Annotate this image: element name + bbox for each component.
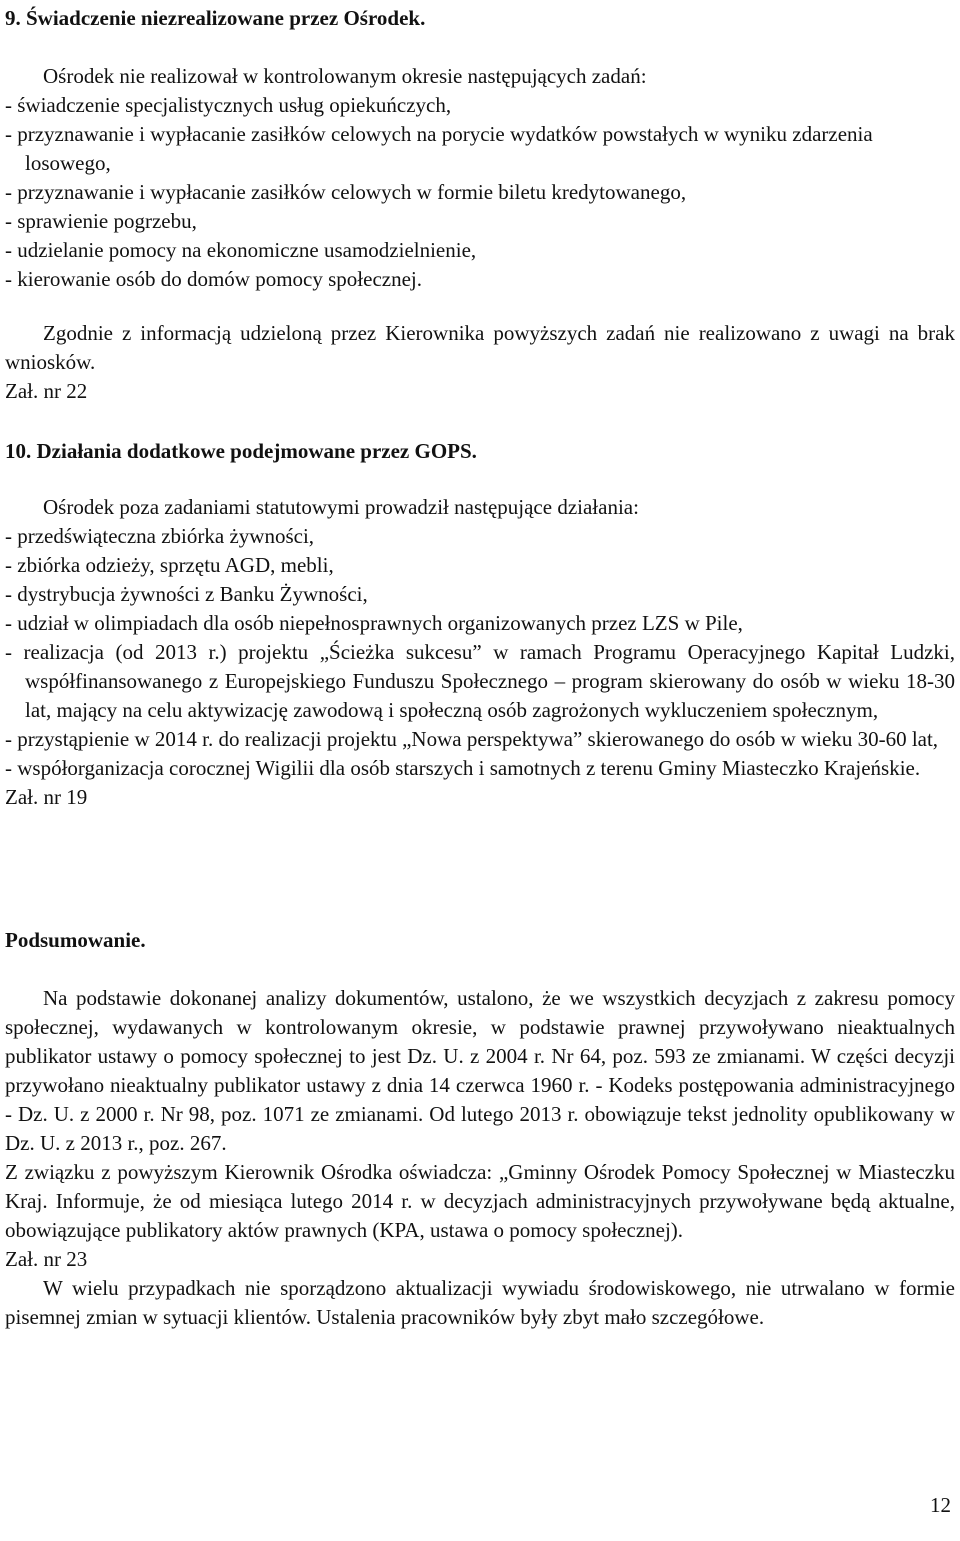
page-number: 12 bbox=[930, 1493, 951, 1517]
list-item: - współorganizacja corocznej Wigilii dla osób starszych i samotnych z terenu Gminy Miasteczko Krajeńskie. bbox=[5, 756, 921, 780]
attachment-reference: Zał. nr 19 bbox=[5, 785, 88, 809]
summary-paragraph: Na podstawie dokonanej analizy dokumentów, ustalono, że we wszystkich decyzjach z zakresu pomocy społecznej, wydawanych w kontrolowanym okresie, w podstawie prawnej przywoływano nieaktualnych publikator ustawy o pomocy społecznej to jest Dz. U. z 2004 r. Nr 64, poz. 593 ze zmianami. W części decyzji przywołano nieaktualny publikator ustawy z dnia 14 czerwca 1960 r. - Kodeks postępowania administracyjnego - Dz. U. z 2000 r. Nr 98, poz. 1071 ze zmianami. Od lutego 2013 r. obowiązuje tekst jednolity opublikowany w Dz. U. z 2013 r., poz. 267. bbox=[5, 986, 955, 1155]
list-item: - przystąpienie w 2014 r. do realizacji projektu „Nowa perspektywa” skierowanego do osób w wieku 30-60 lat, bbox=[5, 727, 939, 751]
list-item: - zbiórka odzieży, sprzętu AGD, mebli, bbox=[5, 553, 334, 577]
list-item: - świadczenie specjalistycznych usług opiekuńczych, bbox=[5, 93, 452, 117]
section-10-body bbox=[5, 493, 955, 812]
section-10-title: 10. Działania dodatkowe podejmowane przez GOPS. bbox=[5, 439, 477, 463]
attachment-reference: Zał. nr 23 bbox=[5, 1247, 88, 1271]
list-item: - kierowanie osób do domów pomocy społecznej. bbox=[5, 267, 422, 291]
list-item: - przyznawanie i wypłacanie zasiłków celowych na porycie wydatków powstałych w wyniku zdarzenia losowego, bbox=[5, 122, 873, 175]
list-item: - dystrybucja żywności z Banku Żywności, bbox=[5, 582, 368, 606]
section-9-intro: Ośrodek nie realizował w kontrolowanym okresie następujących zadań: bbox=[43, 64, 647, 88]
list-item: - sprawienie pogrzebu, bbox=[5, 209, 197, 233]
section-9-note: Zgodnie z informacją udzieloną przez Kierownika powyższych zadań nie realizowano z uwagi na brak wniosków. bbox=[5, 321, 955, 374]
list-item: - przedświąteczna zbiórka żywności, bbox=[5, 524, 315, 548]
section-9-note-block bbox=[5, 319, 955, 406]
summary-paragraph: Z związku z powyższym Kierownik Ośrodka oświadcza: „Gminny Ośrodek Pomocy Społecznej w Miasteczku Kraj. Informuje, że od miesiąca lutego 2014 r. w decyzjach administracyjnych przywoływane będą aktualne, obowiązujące publikatory aktów prawnych (KPA, ustawa o pomocy społecznej). bbox=[5, 1160, 955, 1242]
attachment-reference: Zał. nr 22 bbox=[5, 379, 88, 403]
list-item: - udzielanie pomocy na ekonomiczne usamodzielnienie, bbox=[5, 238, 477, 262]
list-item: - udział w olimpiadach dla osób niepełnosprawnych organizowanych przez LZS w Pile, bbox=[5, 611, 743, 635]
section-9-body bbox=[5, 62, 955, 294]
summary-paragraph: W wielu przypadkach nie sporządzono aktualizacji wywiadu środowiskowego, nie utrwalano w formie pisemnej zmian w sytuacji klientów. Ustalenia pracowników były zbyt mało szczegółowe. bbox=[5, 1276, 955, 1329]
section-9-title: 9. Świadczenie niezrealizowane przez Ośrodek. bbox=[5, 6, 426, 30]
summary-body bbox=[5, 984, 955, 1332]
list-item: - przyznawanie i wypłacanie zasiłków celowych w formie biletu kredytowanego, bbox=[5, 180, 687, 204]
list-item: - realizacja (od 2013 r.) projektu „Ścieżka sukcesu” w ramach Programu Operacyjnego Kapitał Ludzki, współfinansowanego z Europejskiego Funduszu Społecznego – program skierowany do osób w wieku 18-30 lat, mający na celu aktywizację zawodową i społeczną osób zagrożonych wykluczeniem społecznym, bbox=[5, 640, 955, 722]
section-10-intro: Ośrodek poza zadaniami statutowymi prowadził następujące działania: bbox=[43, 495, 639, 519]
summary-title: Podsumowanie. bbox=[5, 928, 146, 952]
